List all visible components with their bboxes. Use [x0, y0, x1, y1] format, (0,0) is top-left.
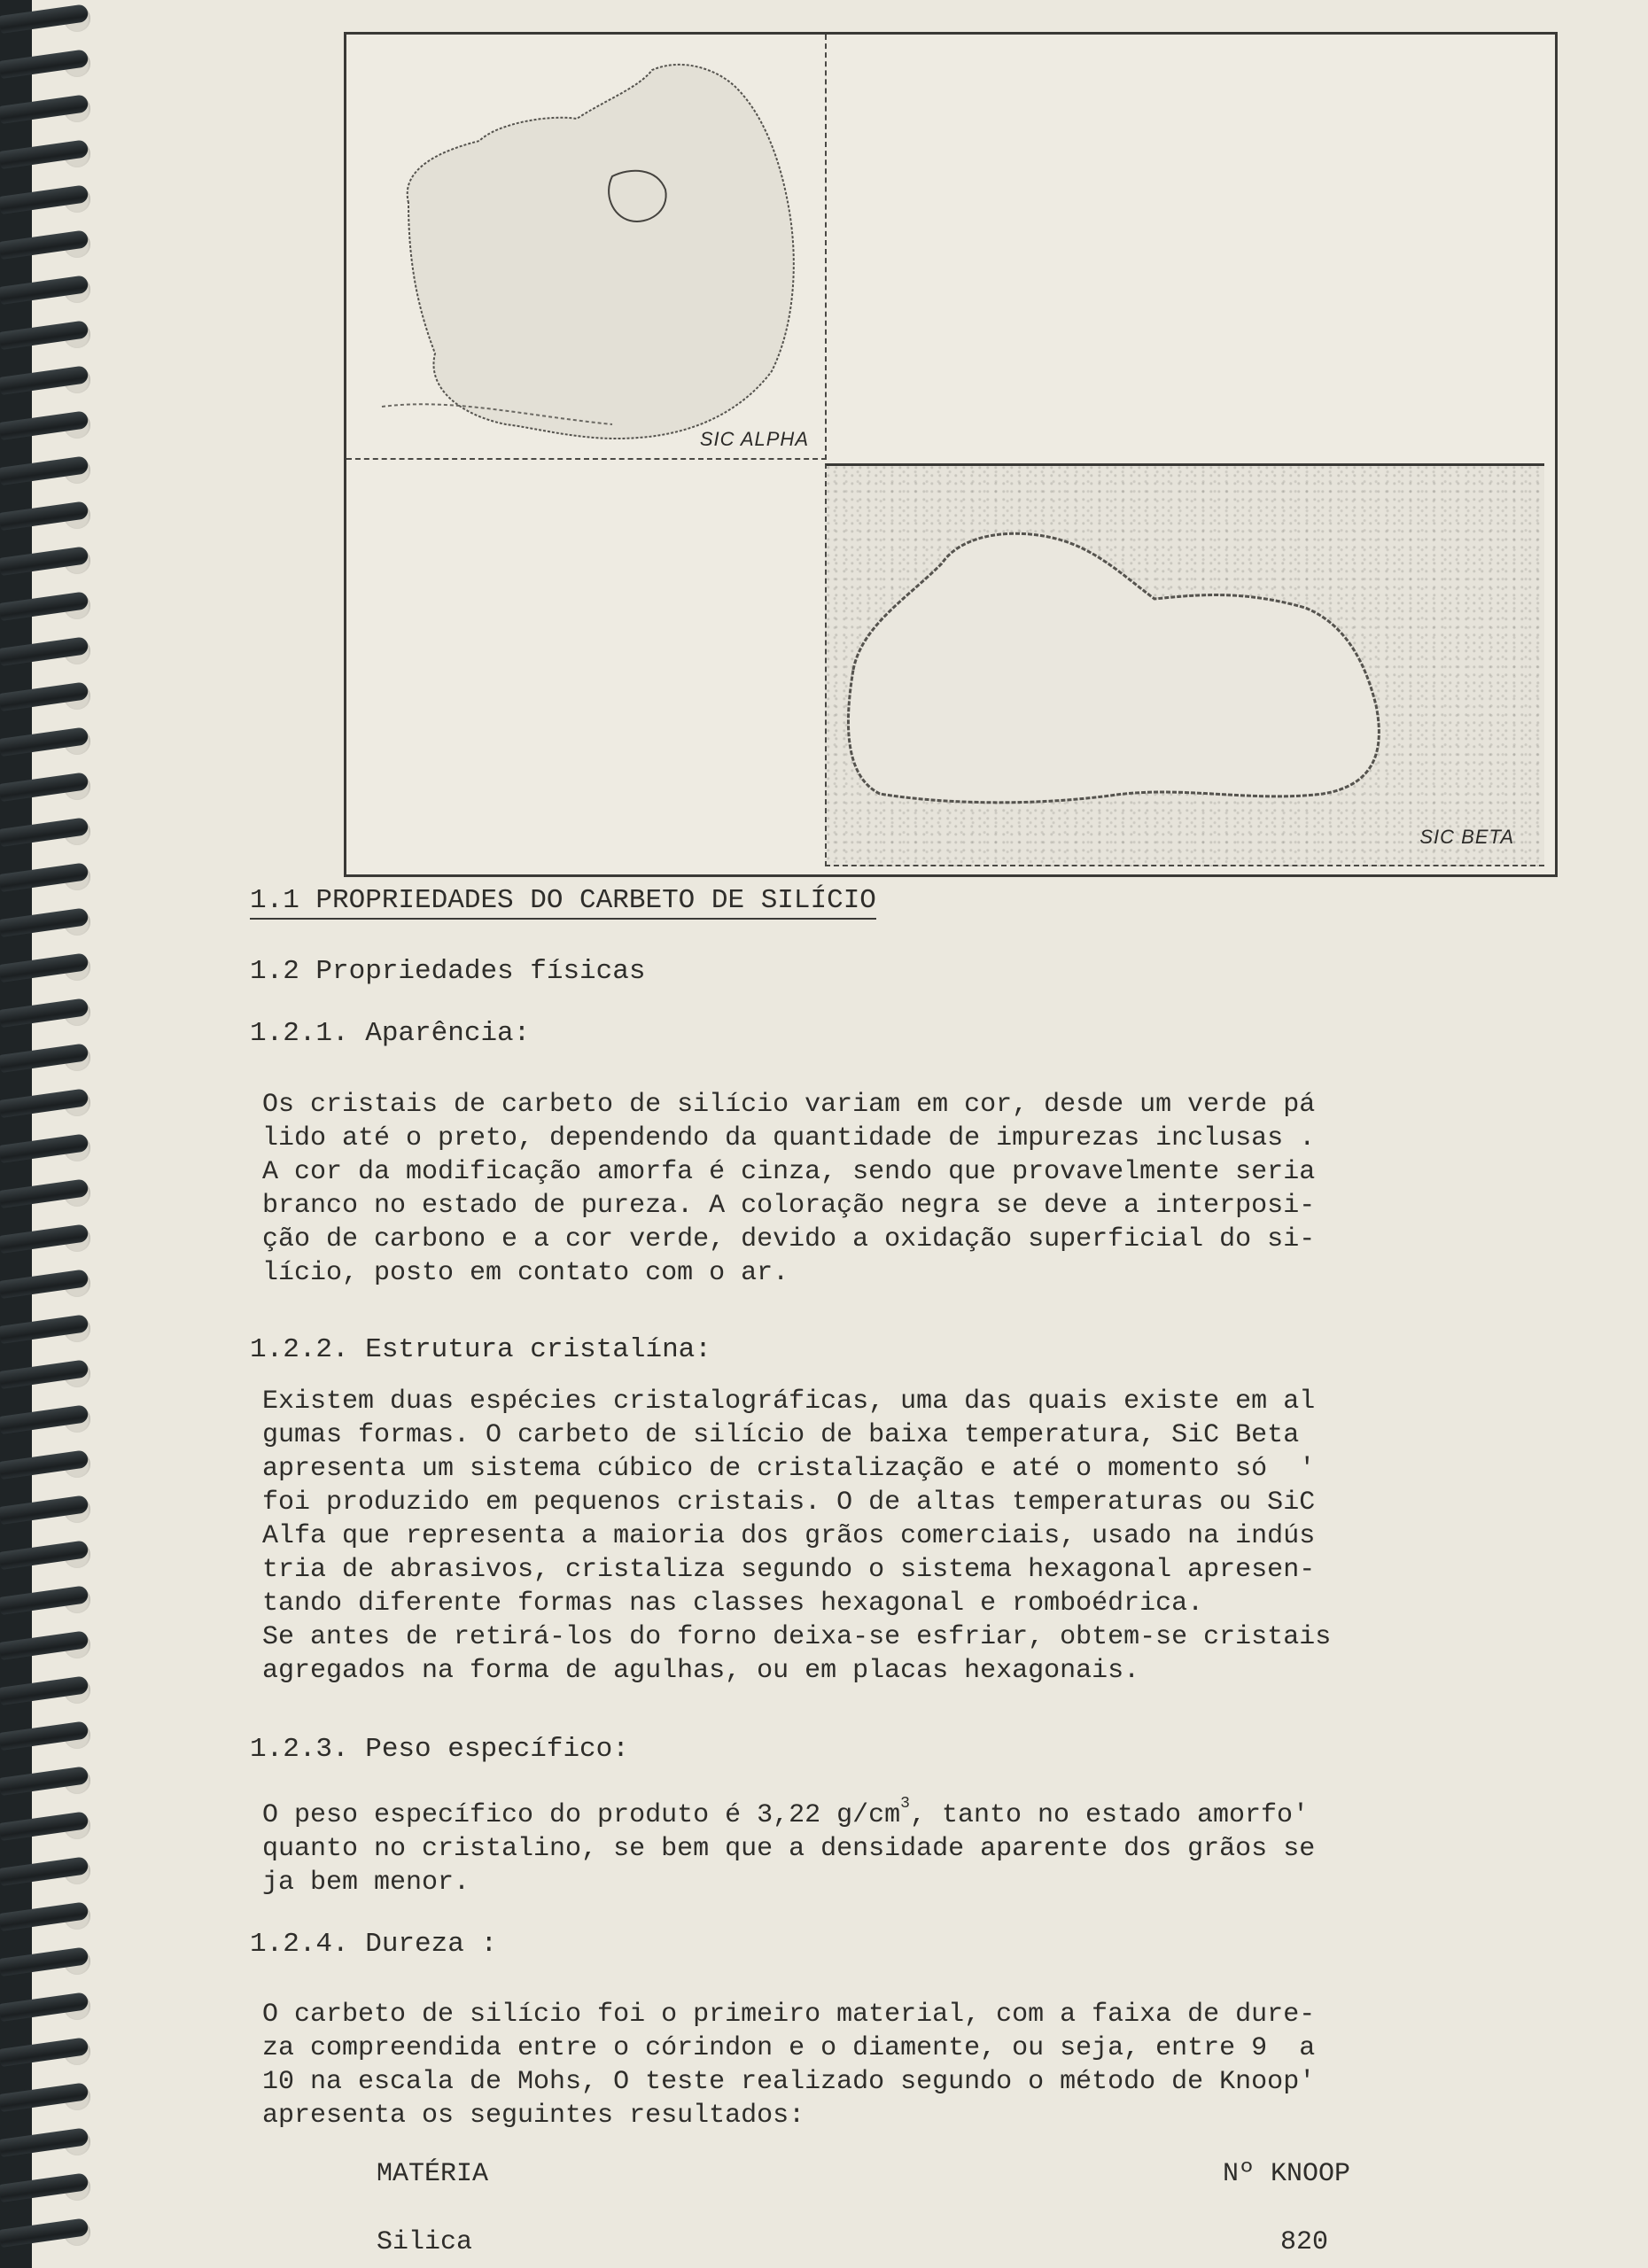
- hardness-line-4: apresenta os seguintes resultados:: [262, 2101, 805, 2131]
- table-row-material: Silica: [377, 2227, 473, 2257]
- weight-line-1-post: , tanto no estado amorfo': [909, 1800, 1310, 1830]
- appearance-line-1: Os cristais de carbeto de silício variam em cor, desde um verde pá: [262, 1090, 1316, 1120]
- table-row-knoop-value: 820: [1280, 2227, 1329, 2257]
- micrograph-figure: [344, 32, 1558, 877]
- table-header-material: MATÉRIA: [377, 2159, 489, 2189]
- structure-line-8: Se antes de retirá-los do forno deixa-se esfriar, obtem-se cristais: [262, 1622, 1332, 1652]
- weight-line-3: ja bem menor.: [262, 1868, 470, 1898]
- sic-beta-panel: [825, 463, 1544, 866]
- sic-alpha-panel: [346, 35, 827, 460]
- structure-line-2: gumas formas. O carbeto de silício de baixa temperatura, SiC Beta: [262, 1420, 1300, 1450]
- weight-line-2: quanto no cristalino, se bem que a densidade aparente dos grãos se: [262, 1834, 1316, 1864]
- structure-line-1: Existem duas espécies cristalográficas, uma das quais existe em al: [262, 1386, 1316, 1417]
- heading-structure: 1.2.2. Estrutura cristalína:: [250, 1334, 711, 1365]
- sic-beta-label: SIC BETA: [1419, 826, 1514, 848]
- appearance-line-2: lido até o preto, dependendo da quantidade de impurezas inclusas .: [262, 1123, 1316, 1153]
- heading-specific-weight: 1.2.3. Peso específico:: [250, 1734, 629, 1765]
- table-header-knoop: Nº KNOOP: [1223, 2159, 1351, 2189]
- hardness-line-3: 10 na escala de Mohs, O teste realizado segundo o método de Knoop': [262, 2067, 1316, 2097]
- structure-line-3: apresenta um sistema cúbico de cristalização e até o momento só ': [262, 1454, 1316, 1484]
- structure-line-4: foi produzido em pequenos cristais. O de altas temperaturas ou SiC: [262, 1487, 1316, 1518]
- sic-alpha-label: SIC ALPHA: [699, 428, 809, 450]
- weight-line-1: [262, 1795, 1310, 1835]
- sic-beta-crystal-image: [827, 466, 1544, 865]
- structure-line-7: tando diferente formas nas classes hexagonal e romboédrica.: [262, 1588, 1204, 1619]
- heading-appearance: 1.2.1. Aparência:: [250, 1018, 531, 1049]
- structure-line-9: agregados na forma de agulhas, ou em placas hexagonais.: [262, 1656, 1140, 1686]
- hardness-line-2: za compreendida entre o córindon e o diamente, ou seja, entre 9 a: [262, 2033, 1316, 2063]
- section-title-text: 1.1 PROPRIEDADES DO CARBETO DE SILÍCIO: [250, 885, 876, 920]
- appearance-line-5: ção de carbono e a cor verde, devido a oxidação superficial do si-: [262, 1224, 1316, 1254]
- spiral-binding: [0, 0, 106, 2268]
- section-title: [250, 884, 876, 918]
- heading-hardness: 1.2.4. Dureza :: [250, 1929, 498, 1960]
- appearance-line-6: lício, posto em contato com o ar.: [262, 1258, 789, 1288]
- appearance-line-4: branco no estado de pureza. A coloração negra se deve a interposi-: [262, 1191, 1316, 1221]
- structure-line-5: Alfa que representa a maioria dos grãos comerciais, usado na indús: [262, 1521, 1316, 1551]
- hardness-line-1: O carbeto de silício foi o primeiro material, com a faixa de dure-: [262, 2000, 1316, 2030]
- appearance-line-3: A cor da modificação amorfa é cinza, sendo que provavelmente seria: [262, 1157, 1316, 1187]
- weight-line-1-pre: O peso específico do produto é 3,22 g/cm: [262, 1800, 901, 1830]
- sic-alpha-crystal-image: [346, 35, 825, 458]
- subsection-physical: 1.2 Propriedades físicas: [250, 956, 646, 987]
- structure-line-6: tria de abrasivos, cristaliza segundo o sistema hexagonal apresen-: [262, 1555, 1316, 1585]
- cubic-exponent: 3: [900, 1795, 910, 1813]
